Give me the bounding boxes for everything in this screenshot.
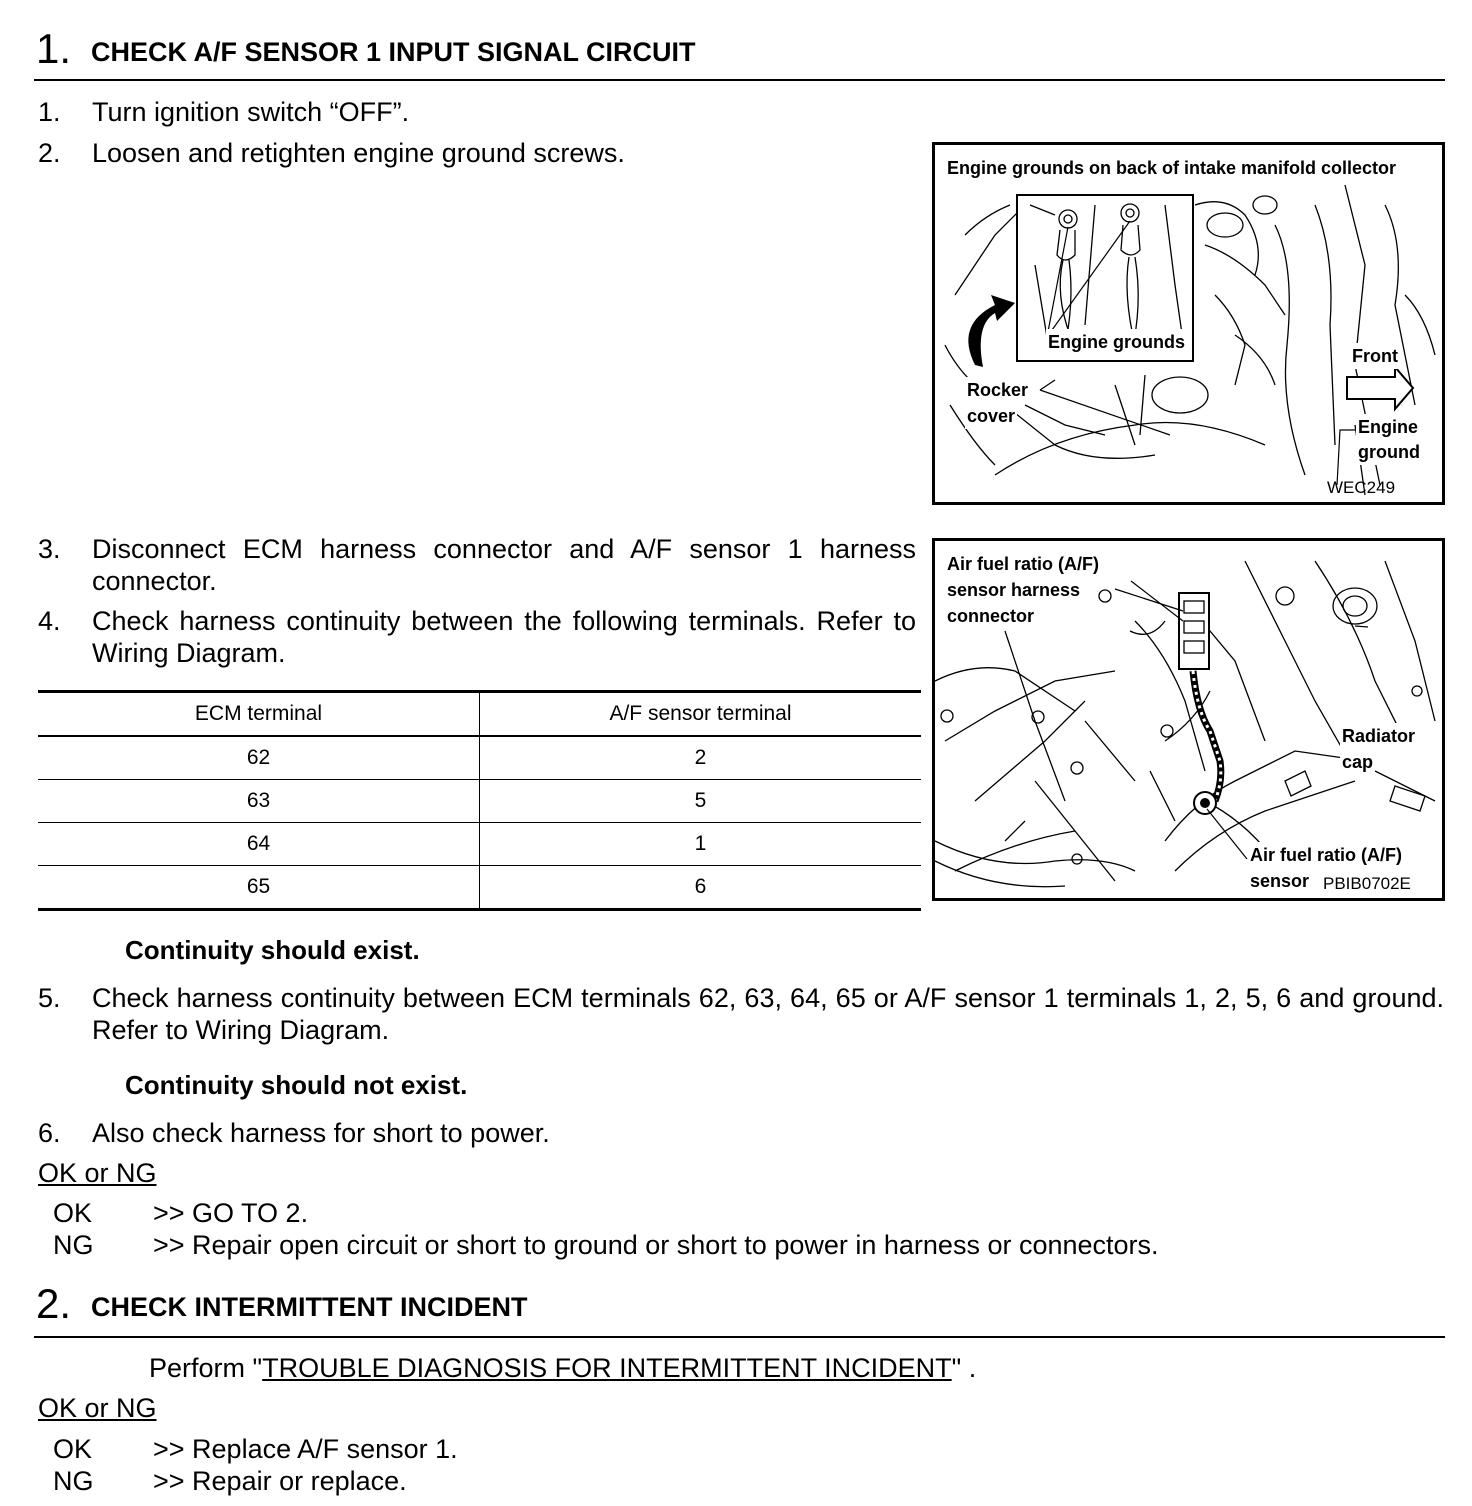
table-cell: 6: [480, 866, 922, 910]
connector-label-1: Air fuel ratio (A/F): [947, 551, 1101, 577]
engine-ground-label-2: ground: [1356, 439, 1422, 465]
item-3-text: Disconnect ECM harness connector and A/F sensor 1 harness connector.: [92, 534, 916, 596]
item-1-text: Turn ignition switch “OFF”.: [92, 97, 410, 127]
item-5-text: Check harness continuity between ECM terminals 62, 63, 64, 65 or A/F sensor 1 terminals 1, 2, 5, 6 and ground. Refer to Wiring Diagram.: [92, 983, 1444, 1045]
step-2-ok-or-ng: OK or NG: [38, 1393, 157, 1423]
table-row: [38, 736, 921, 780]
item-2-text: Loosen and retighten engine ground screws.: [92, 138, 625, 168]
figure-2-code: PBIB0702E: [1323, 874, 1411, 893]
table-cell: 63: [38, 780, 480, 823]
item-4-number: 4.: [38, 606, 61, 636]
item-2-number: 2.: [38, 138, 61, 168]
af-sensor-terminal-header: A/F sensor terminal: [480, 692, 922, 737]
step-2-ng-label: NG: [53, 1466, 94, 1496]
rocker-cover-label-2: cover: [965, 403, 1017, 429]
item-3-number: 3.: [38, 534, 61, 564]
step-1-number: 1.: [36, 25, 72, 72]
front-label: Front: [1350, 343, 1400, 369]
perform-prefix: Perform: [149, 1353, 253, 1383]
table-header-row: [38, 692, 921, 737]
step-1-divider: [34, 79, 1445, 81]
item-1-number: 1.: [38, 97, 61, 127]
continuity-table: [38, 690, 921, 911]
perform-suffix: .: [961, 1353, 977, 1383]
table-row: [38, 866, 921, 910]
item-5-number: 5.: [38, 983, 61, 1013]
table-row: [38, 780, 921, 823]
radiator-cap-label-1: Radiator: [1340, 723, 1417, 749]
intermittent-incident-link[interactable]: TROUBLE DIAGNOSIS FOR INTERMITTENT INCIDENT: [262, 1353, 952, 1383]
step-1-title: CHECK A/F SENSOR 1 INPUT SIGNAL CIRCUIT: [91, 37, 696, 67]
table-cell: 65: [38, 866, 480, 910]
af-sensor-figure: [932, 538, 1445, 901]
continuity-exist-note: Continuity should exist.: [125, 935, 420, 965]
step-1-ng-result: >> Repair open circuit or short to ground or short to power in harness or connectors.: [153, 1230, 1159, 1260]
item-6-text: Also check harness for short to power.: [92, 1118, 550, 1148]
table-row: [38, 823, 921, 866]
step-1-ok-or-ng: OK or NG: [38, 1158, 157, 1188]
step-1-ng-label: NG: [53, 1230, 94, 1260]
table-cell: 62: [38, 736, 480, 780]
table-cell: 64: [38, 823, 480, 866]
figure-1-code: WEC249: [1327, 478, 1396, 497]
rocker-cover-label-1: Rocker: [965, 377, 1030, 403]
perform-line: Perform "TROUBLE DIAGNOSIS FOR INTERMITTENT INCIDENT" .: [149, 1353, 977, 1383]
step-2-ok-label: OK: [53, 1434, 93, 1464]
step-1-ok-result: >> GO TO 2.: [153, 1198, 309, 1228]
table-cell: 1: [480, 823, 922, 866]
continuity-not-exist-note: Continuity should not exist.: [125, 1070, 468, 1100]
ecm-terminal-header: ECM terminal: [38, 692, 480, 737]
step-2-title: CHECK INTERMITTENT INCIDENT: [91, 1292, 528, 1322]
engine-grounds-figure: [932, 142, 1445, 505]
step-2-ng-result: >> Repair or replace.: [153, 1466, 407, 1496]
radiator-cap-label-2: cap: [1340, 749, 1375, 775]
figure-1-caption: Engine grounds on back of intake manifold collector: [947, 155, 1396, 181]
af-sensor-label-1: Air fuel ratio (A/F): [1248, 842, 1404, 868]
step-1-ok-label: OK: [53, 1198, 93, 1228]
table-cell: 5: [480, 780, 922, 823]
step-2-ok-result: >> Replace A/F sensor 1.: [153, 1434, 458, 1464]
step-2-number: 2.: [36, 1280, 72, 1327]
af-sensor-label-2: sensor: [1248, 868, 1311, 894]
engine-ground-label-1: Engine: [1356, 414, 1420, 440]
step-2-divider: [34, 1336, 1445, 1338]
table-cell: 2: [480, 736, 922, 780]
item-4-text: Check harness continuity between the following terminals. Refer to Wiring Diagram.: [92, 606, 916, 668]
item-6-number: 6.: [38, 1118, 61, 1148]
connector-label-3: connector: [947, 603, 1036, 629]
connector-label-2: sensor harness: [947, 577, 1082, 603]
engine-grounds-label: Engine grounds: [1046, 329, 1187, 355]
